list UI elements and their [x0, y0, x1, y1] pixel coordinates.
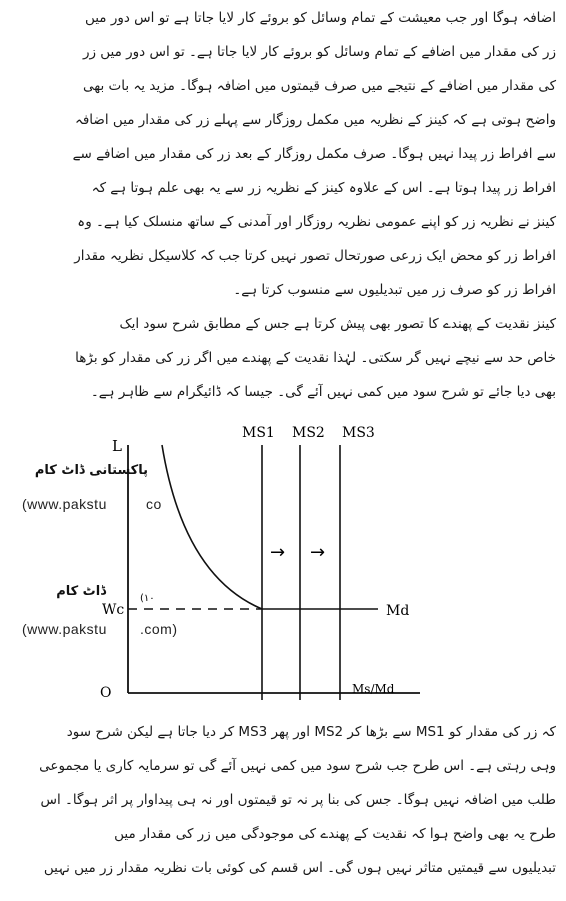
watermark-url-2: (www.pakstu [22, 621, 107, 637]
liquidity-trap-diagram [0, 415, 566, 705]
text-line: کہ زر کی مقدار کو MS1 سے بڑھا کر MS2 اور پھر MS3 کر دیا جاتا ہے لیکن شرح سود [66, 724, 556, 740]
text-line: طلب میں اضافہ نہیں ہوگا۔ جس کی بنا پر نہ تو قیمتوں اور نہ ہی پیداوار پر اثر ہوگا۔ اس [40, 792, 556, 808]
text-line: کینز نقدیت کے پھندے کا تصور بھی پیش کرتا ہے جس کے مطابق شرح سود ایک [119, 316, 556, 332]
text-line: بھی دیا جائے تو شرح سود میں کمی نہیں آئے گی۔ جیسا کہ ڈائیگرام سے ظاہر ہے۔ [90, 384, 556, 400]
supply-label-ms1: MS1 [242, 425, 275, 441]
watermark-url-1-tail: co [146, 496, 162, 512]
demand-label: Md [386, 603, 410, 619]
shift-arrow-1: → [270, 542, 286, 563]
text-line: زر کی مقدار میں اضافے کے تمام وسائل کو بروئے کار لایا جاتا ہے۔ تو اس دور میں زر [82, 44, 556, 60]
text-line: افراط زر کو صرف زر میں تبدیلیوں سے منسوب کرتا ہے۔ [233, 282, 556, 298]
text-line: سے افراط زر پیدا نہیں ہوگا۔ صرف مکمل روزگار کے بعد زر کی مقدار میں اضافے سے [72, 146, 556, 162]
rate-label: Wc [102, 602, 125, 618]
text-line: واضح ہوتی ہے کہ کینز کے نظریہ میں مکمل روزگار سے پہلے زر کی مقدار میں اضافہ [74, 112, 556, 128]
text-line: وہی رہتی ہے۔ اس طرح جب شرح سود میں کمی نہیں آئے گی تو سرمایہ کاری یا مجموعی [39, 758, 556, 774]
shift-arrow-2: → [310, 542, 326, 563]
x-axis-label: Ms/Md [352, 682, 395, 696]
watermark-urdu-1: پاکستانی ڈاٹ کام [34, 463, 148, 478]
text-line: کینز نے نظریہ زر کو اپنے عمومی نظریہ روزگار اور آمدنی کے ساتھ منسلک کیا ہے۔ وہ [77, 214, 556, 230]
origin-label: O [100, 685, 112, 701]
watermark-urdu-2: ڈاٹ کام [56, 584, 106, 599]
text-line: افراط زر پیدا ہوتا ہے۔ اس کے علاوہ کینز کے نظریہ زر سے یہ بھی علم ہوتا ہے کہ [91, 180, 556, 196]
text-line: اضافہ ہوگا اور جب معیشت کے تمام وسائل کو بروئے کار لایا جاتا ہے تو اس دور میں [84, 10, 556, 26]
demand-curve [162, 445, 262, 609]
watermark-url-2-tail: .com) [140, 621, 178, 637]
text-line: تبدیلیوں سے قیمتیں متاثر نہیں ہوں گی۔ اس قسم کی کوئی بات نظریہ مقدار زر میں نہیں [43, 860, 556, 876]
supply-label-ms2: MS2 [292, 425, 325, 441]
supply-label-ms3: MS3 [342, 425, 375, 441]
small-mark: (١٠ [140, 593, 155, 604]
text-line: افراط زر کو محض ایک زرعی صورتحال تصور نہیں کرتا جب کہ کلاسیکل نظریہ مقدار [74, 248, 556, 264]
text-line: کی مقدار میں اضافے کے نتیجے میں صرف قیمتوں میں اضافہ ہوگا۔ مزید یہ بات بھی [83, 78, 556, 94]
watermark-url-1: (www.pakstu [22, 496, 107, 512]
y-axis-label: L [112, 437, 122, 455]
text-line: خاص حد سے نیچے نہیں گر سکتی۔ لہٰذا نقدیت کے پھندے میں اگر زر کی مقدار کو بڑھا [75, 350, 556, 366]
text-line: طرح یہ بھی واضح ہوا کہ نقدیت کے پھندے کی موجودگی میں زر کی مقدار میں [114, 826, 556, 842]
